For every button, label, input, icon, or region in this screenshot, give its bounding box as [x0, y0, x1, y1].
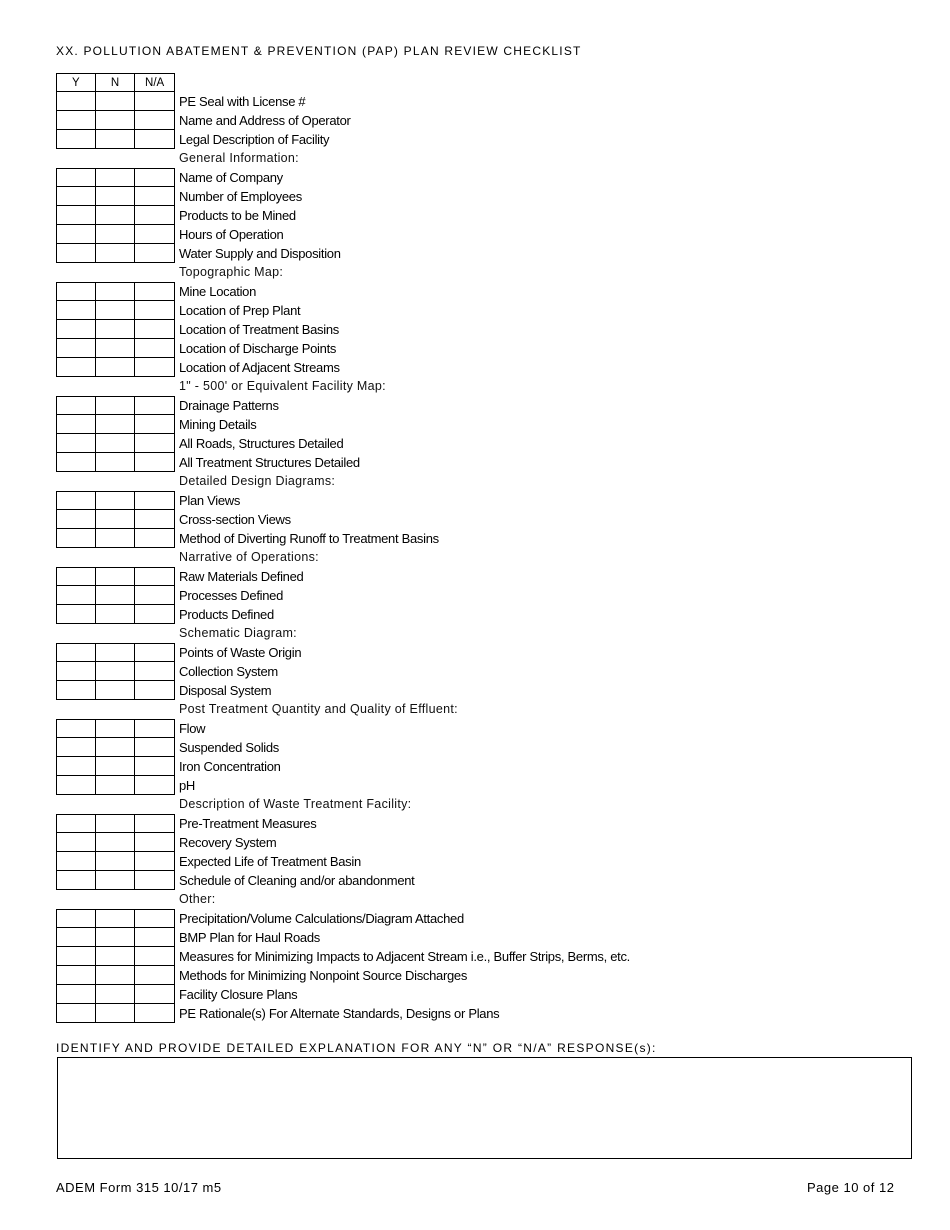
section-heading: General Information:: [179, 151, 299, 165]
checkbox-na[interactable]: [135, 643, 175, 662]
checkbox-y[interactable]: [56, 643, 96, 662]
checklist-row: [56, 92, 696, 111]
checkbox-na[interactable]: [135, 339, 175, 358]
explanation-title: IDENTIFY AND PROVIDE DETAILED EXPLANATION FOR ANY “N” OR “N/A” RESPONSE(s):: [56, 1041, 657, 1055]
checklist-item-label: Name of Company: [179, 170, 283, 185]
checklist-item-label: Raw Materials Defined: [179, 569, 304, 584]
section-heading-row: [56, 149, 696, 168]
checkbox-y[interactable]: [56, 168, 96, 187]
checklist-row: [56, 833, 696, 852]
checkbox-n[interactable]: [96, 301, 136, 320]
checkbox-y[interactable]: [56, 909, 96, 928]
checkbox-n[interactable]: [96, 434, 136, 453]
checklist-item-label: Drainage Patterns: [179, 398, 279, 413]
checklist-item-label: Location of Treatment Basins: [179, 322, 339, 337]
checkbox-n[interactable]: [96, 909, 136, 928]
checklist-item-label: All Roads, Structures Detailed: [179, 436, 344, 451]
checkbox-y[interactable]: [56, 1004, 96, 1023]
checklist-row: [56, 111, 696, 130]
checkbox-na[interactable]: [135, 510, 175, 529]
checkbox-na[interactable]: [135, 301, 175, 320]
checkbox-y[interactable]: [56, 738, 96, 757]
checklist-row: [56, 909, 696, 928]
page-title: XX. POLLUTION ABATEMENT & PREVENTION (PAP) PLAN REVIEW CHECKLIST: [56, 44, 582, 58]
column-header-n: N: [96, 73, 136, 92]
checklist-row: [56, 415, 696, 434]
checkbox-na[interactable]: [135, 605, 175, 624]
checkbox-y[interactable]: [56, 985, 96, 1004]
column-header-na: N/A: [135, 73, 175, 92]
checkbox-y[interactable]: [56, 966, 96, 985]
section-heading-row: [56, 472, 696, 491]
checklist-row: [56, 586, 696, 605]
checkbox-na[interactable]: [135, 852, 175, 871]
checkbox-n[interactable]: [96, 244, 136, 263]
checkbox-na[interactable]: [135, 1004, 175, 1023]
checklist-row: [56, 187, 696, 206]
checkbox-y[interactable]: [56, 320, 96, 339]
checkbox-na[interactable]: [135, 130, 175, 149]
checkbox-na[interactable]: [135, 111, 175, 130]
checkbox-n[interactable]: [96, 681, 136, 700]
checklist-item-label: Mining Details: [179, 417, 257, 432]
checklist-row: [56, 928, 696, 947]
checkbox-n[interactable]: [96, 605, 136, 624]
checkbox-y[interactable]: [56, 358, 96, 377]
checklist-item-label: Expected Life of Treatment Basin: [179, 854, 361, 869]
checklist-item-label: Legal Description of Facility: [179, 132, 330, 147]
section-heading-row: [56, 700, 696, 719]
checkbox-y[interactable]: [56, 928, 96, 947]
checklist-item-label: Measures for Minimizing Impacts to Adjacent Stream i.e., Buffer Strips, Berms, etc.: [179, 949, 630, 964]
checklist-row: [56, 643, 696, 662]
checklist-item-label: Cross-section Views: [179, 512, 291, 527]
checkbox-n[interactable]: [96, 814, 136, 833]
checkbox-n[interactable]: [96, 833, 136, 852]
checklist-row: [56, 852, 696, 871]
checklist-row: [56, 985, 696, 1004]
checkbox-n[interactable]: [96, 92, 136, 111]
checklist-row: [56, 814, 696, 833]
checklist-row: [56, 206, 696, 225]
checkbox-na[interactable]: [135, 814, 175, 833]
checklist-item-label: Location of Adjacent Streams: [179, 360, 340, 375]
checkbox-na[interactable]: [135, 719, 175, 738]
checkbox-na[interactable]: [135, 491, 175, 510]
checkbox-y[interactable]: [56, 586, 96, 605]
checklist-item-label: Flow: [179, 721, 206, 736]
checkbox-n[interactable]: [96, 168, 136, 187]
checklist-item-label: pH: [179, 778, 196, 793]
checklist-item-label: Methods for Minimizing Nonpoint Source Discharges: [179, 968, 468, 983]
checklist-row: [56, 282, 696, 301]
checklist-item-label: PE Seal with License #: [179, 94, 306, 109]
checkbox-na[interactable]: [135, 396, 175, 415]
checkbox-n[interactable]: [96, 985, 136, 1004]
checklist-item-label: Location of Prep Plant: [179, 303, 301, 318]
checkbox-y[interactable]: [56, 662, 96, 681]
section-heading: Narrative of Operations:: [179, 550, 319, 564]
checkbox-n[interactable]: [96, 852, 136, 871]
checkbox-n[interactable]: [96, 643, 136, 662]
checklist-row: [56, 1004, 696, 1023]
checkbox-n[interactable]: [96, 586, 136, 605]
checkbox-y[interactable]: [56, 434, 96, 453]
checklist-row: [56, 871, 696, 890]
checkbox-y[interactable]: [56, 871, 96, 890]
checkbox-na[interactable]: [135, 225, 175, 244]
checklist-row: [56, 301, 696, 320]
checkbox-y[interactable]: [56, 947, 96, 966]
checkbox-na[interactable]: [135, 168, 175, 187]
checkbox-na[interactable]: [135, 757, 175, 776]
checklist-item-label: Plan Views: [179, 493, 241, 508]
section-heading-row: [56, 624, 696, 643]
checklist-item-label: Method of Diverting Runoff to Treatment Basins: [179, 531, 439, 546]
checkbox-n[interactable]: [96, 111, 136, 130]
checklist-row: [56, 453, 696, 472]
checklist-item-label: PE Rationale(s) For Alternate Standards, Designs or Plans: [179, 1006, 500, 1021]
checkbox-y[interactable]: [56, 567, 96, 586]
checkbox-n[interactable]: [96, 282, 136, 301]
checkbox-y[interactable]: [56, 453, 96, 472]
checkbox-y[interactable]: [56, 491, 96, 510]
checkbox-y[interactable]: [56, 244, 96, 263]
checklist-row: [56, 510, 696, 529]
checkbox-y[interactable]: [56, 510, 96, 529]
checkbox-na[interactable]: [135, 833, 175, 852]
checkbox-na[interactable]: [135, 985, 175, 1004]
explanation-textbox[interactable]: [57, 1057, 912, 1159]
checkbox-n[interactable]: [96, 339, 136, 358]
checkbox-y[interactable]: [56, 776, 96, 795]
checkbox-n[interactable]: [96, 396, 136, 415]
checkbox-n[interactable]: [96, 871, 136, 890]
checkbox-na[interactable]: [135, 529, 175, 548]
checkbox-y[interactable]: [56, 206, 96, 225]
checkbox-y[interactable]: [56, 187, 96, 206]
checkbox-n[interactable]: [96, 947, 136, 966]
checklist-item-label: Pre-Treatment Measures: [179, 816, 317, 831]
checkbox-na[interactable]: [135, 282, 175, 301]
checklist-row: [56, 757, 696, 776]
checkbox-y[interactable]: [56, 529, 96, 548]
checkbox-n[interactable]: [96, 757, 136, 776]
checklist-row: [56, 662, 696, 681]
checkbox-y[interactable]: [56, 339, 96, 358]
checkbox-na[interactable]: [135, 187, 175, 206]
checklist-item-label: Points of Waste Origin: [179, 645, 302, 660]
checklist-item-label: Location of Discharge Points: [179, 341, 337, 356]
checkbox-n[interactable]: [96, 320, 136, 339]
checklist-row: [56, 358, 696, 377]
checklist-item-label: Name and Address of Operator: [179, 113, 351, 128]
checklist-row: [56, 130, 696, 149]
checkbox-n[interactable]: [96, 776, 136, 795]
checklist-row: [56, 605, 696, 624]
checklist-item-label: Collection System: [179, 664, 278, 679]
checkbox-na[interactable]: [135, 738, 175, 757]
checkbox-y[interactable]: [56, 757, 96, 776]
checkbox-na[interactable]: [135, 681, 175, 700]
checkbox-n[interactable]: [96, 491, 136, 510]
checkbox-n[interactable]: [96, 1004, 136, 1023]
checklist-item-label: Hours of Operation: [179, 227, 284, 242]
checkbox-y[interactable]: [56, 130, 96, 149]
checkbox-n[interactable]: [96, 567, 136, 586]
section-heading-row: [56, 377, 696, 396]
checklist-row: [56, 529, 696, 548]
checkbox-y[interactable]: [56, 833, 96, 852]
checkbox-n[interactable]: [96, 187, 136, 206]
section-heading-row: [56, 890, 696, 909]
checklist-header-row: [56, 73, 696, 92]
checkbox-na[interactable]: [135, 567, 175, 586]
checklist-item-label: Suspended Solids: [179, 740, 279, 755]
checkbox-n[interactable]: [96, 206, 136, 225]
checkbox-y[interactable]: [56, 396, 96, 415]
checkbox-n[interactable]: [96, 510, 136, 529]
checklist-row: [56, 776, 696, 795]
section-heading: Topographic Map:: [179, 265, 284, 279]
checklist-row: [56, 947, 696, 966]
checklist-row: [56, 225, 696, 244]
checkbox-y[interactable]: [56, 92, 96, 111]
checklist-row: [56, 434, 696, 453]
checklist-item-label: Products Defined: [179, 607, 274, 622]
checkbox-na[interactable]: [135, 434, 175, 453]
checklist-table: [56, 73, 696, 1023]
checkbox-y[interactable]: [56, 681, 96, 700]
checkbox-n[interactable]: [96, 415, 136, 434]
checklist-row: [56, 681, 696, 700]
checkbox-n[interactable]: [96, 662, 136, 681]
section-heading: 1" - 500' or Equivalent Facility Map:: [179, 379, 386, 393]
form-id: ADEM Form 315 10/17 m5: [56, 1180, 222, 1195]
checkbox-na[interactable]: [135, 662, 175, 681]
checklist-row: [56, 168, 696, 187]
checklist-item-label: Mine Location: [179, 284, 257, 299]
column-header-y: Y: [56, 73, 96, 92]
section-heading: Description of Waste Treatment Facility:: [179, 797, 412, 811]
section-heading-row: [56, 263, 696, 282]
checkbox-y[interactable]: [56, 814, 96, 833]
checklist-row: [56, 320, 696, 339]
checkbox-na[interactable]: [135, 92, 175, 111]
checkbox-y[interactable]: [56, 415, 96, 434]
checkbox-na[interactable]: [135, 871, 175, 890]
checklist-row: [56, 339, 696, 358]
checkbox-n[interactable]: [96, 225, 136, 244]
section-heading: Post Treatment Quantity and Quality of Effluent:: [179, 702, 458, 716]
checkbox-n[interactable]: [96, 453, 136, 472]
checkbox-n[interactable]: [96, 358, 136, 377]
checkbox-na[interactable]: [135, 909, 175, 928]
checkbox-na[interactable]: [135, 586, 175, 605]
checklist-row: [56, 491, 696, 510]
section-heading: Schematic Diagram:: [179, 626, 297, 640]
checkbox-n[interactable]: [96, 719, 136, 738]
checklist-item-label: Products to be Mined: [179, 208, 296, 223]
checkbox-y[interactable]: [56, 111, 96, 130]
checklist-item-label: All Treatment Structures Detailed: [179, 455, 360, 470]
checklist-item-label: Facility Closure Plans: [179, 987, 298, 1002]
checkbox-na[interactable]: [135, 244, 175, 263]
checklist-row: [56, 719, 696, 738]
checklist-row: [56, 966, 696, 985]
checkbox-na[interactable]: [135, 415, 175, 434]
checkbox-na[interactable]: [135, 453, 175, 472]
checklist-item-label: Precipitation/Volume Calculations/Diagram Attached: [179, 911, 464, 926]
checklist-item-label: BMP Plan for Haul Roads: [179, 930, 320, 945]
checkbox-y[interactable]: [56, 852, 96, 871]
checklist-item-label: Disposal System: [179, 683, 272, 698]
section-heading: Detailed Design Diagrams:: [179, 474, 336, 488]
checklist-item-label: Schedule of Cleaning and/or abandonment: [179, 873, 415, 888]
checklist-row: [56, 567, 696, 586]
checklist-item-label: Number of Employees: [179, 189, 302, 204]
checkbox-na[interactable]: [135, 206, 175, 225]
checkbox-y[interactable]: [56, 282, 96, 301]
checkbox-na[interactable]: [135, 776, 175, 795]
checklist-item-label: Recovery System: [179, 835, 277, 850]
checkbox-y[interactable]: [56, 225, 96, 244]
section-heading-row: [56, 795, 696, 814]
page-number: Page 10 of 12: [807, 1180, 895, 1195]
checkbox-na[interactable]: [135, 966, 175, 985]
checkbox-na[interactable]: [135, 928, 175, 947]
checkbox-na[interactable]: [135, 947, 175, 966]
checkbox-y[interactable]: [56, 719, 96, 738]
checkbox-na[interactable]: [135, 358, 175, 377]
checkbox-n[interactable]: [96, 130, 136, 149]
checklist-item-label: Processes Defined: [179, 588, 284, 603]
checkbox-n[interactable]: [96, 738, 136, 757]
checklist-row: [56, 244, 696, 263]
checklist-item-label: Water Supply and Disposition: [179, 246, 341, 261]
checkbox-n[interactable]: [96, 928, 136, 947]
checkbox-n[interactable]: [96, 966, 136, 985]
checklist-item-label: Iron Concentration: [179, 759, 281, 774]
section-heading-row: [56, 548, 696, 567]
checkbox-n[interactable]: [96, 529, 136, 548]
checklist-row: [56, 738, 696, 757]
checkbox-na[interactable]: [135, 320, 175, 339]
checklist-row: [56, 396, 696, 415]
checkbox-y[interactable]: [56, 301, 96, 320]
checkbox-y[interactable]: [56, 605, 96, 624]
section-heading: Other:: [179, 892, 216, 906]
